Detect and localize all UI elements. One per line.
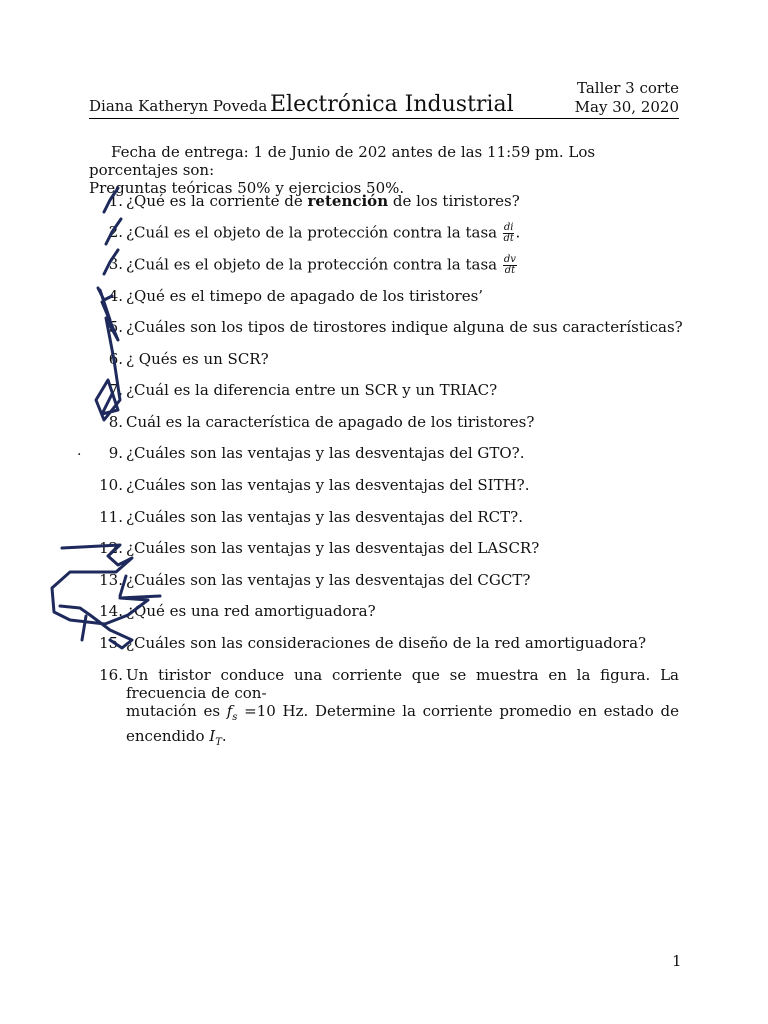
question-text: ¿Cuáles son las ventajas y las desventajas del SITH?. (126, 476, 530, 494)
question-text: ¿Qué es una red amortiguadora? (126, 602, 376, 620)
question-text: ¿Cuáles son las ventajas y las desventajas del LASCR? (126, 539, 540, 557)
question-number: 4. (108, 287, 123, 305)
question-text: ¿Cuál es el objeto de la protección contra la tasa $\frac{dv}{dt}$ (126, 254, 516, 276)
question-number: 3. (108, 255, 123, 273)
question-number: 9. (108, 444, 123, 462)
question-number: 11. (99, 508, 123, 526)
question-number: 16. (99, 666, 123, 684)
symbol-it: $I_T$ (209, 727, 222, 748)
intro-paragraph (89, 143, 679, 197)
fraction-dv-dt: $\frac{dv}{dt}$ (503, 254, 516, 276)
question-number: 7. (108, 381, 123, 399)
symbol-fs: $f_s$ (226, 702, 238, 723)
fraction-di-dt: $\frac{di}{dt}$ (503, 222, 514, 244)
bold-term: retención (307, 192, 389, 210)
question-number: 6. (108, 350, 123, 368)
question-text: ¿Cuáles son las ventajas y las desventajas del RCT?. (126, 508, 523, 526)
question-number: 1. (108, 192, 123, 210)
question-number: 2. (108, 223, 123, 241)
page-number: 1 (672, 952, 682, 970)
question-text: ¿Cuáles son las ventajas y las desventajas del CGCT? (126, 571, 531, 589)
question-text: ¿Qué es el timepo de apagado de los tiristores’ (126, 287, 484, 305)
question-text: ¿Cuáles son los tipos de tirostores indique alguna de sus características? (126, 318, 683, 336)
author-name: Diana Katheryn Poveda (89, 97, 268, 115)
question-number: 13. (99, 571, 123, 589)
margin-mark: · (77, 447, 82, 463)
course-title: Electrónica Industrial (270, 92, 514, 117)
intro-line-2: Preguntas teóricas 50% y ejercicios 50%. (89, 179, 405, 197)
header-right (575, 79, 679, 117)
question-number: 15. (99, 634, 123, 652)
intro-line-1: Fecha de entrega: 1 de Junio de 202 antes de las 11:59 pm. Los porcentajes son: (89, 143, 596, 179)
question-text: Un tiristor conduce una corriente que se muestra en la figura. La frecuencia de con- mutación es $f_s =10$ Hz. Determine la corriente promedio en estado de encendido $I_T$. (126, 666, 680, 748)
question-number: 5. (108, 318, 123, 336)
question-text: ¿Cuáles son las consideraciones de diseño de la red amortiguadora? (126, 634, 647, 652)
question-number: 8. (108, 413, 123, 431)
scribble-questions-12-15 (52, 545, 160, 648)
assignment-label: Taller 3 corte (576, 79, 679, 97)
question-number: 14. (99, 602, 123, 620)
question-text: ¿ Qués es un SCR? (126, 350, 269, 368)
question-text: ¿Cuál es la diferencia entre un SCR y un TRIAC? (126, 381, 498, 399)
question-text: Cuál es la característica de apagado de los tiristores? (126, 413, 535, 431)
question-text: ¿Cuáles son las ventajas y las desventajas del GTO?. (126, 444, 525, 462)
header-rule (89, 118, 679, 119)
question-number: 10. (99, 476, 123, 494)
question-number: 12. (99, 539, 123, 557)
question-text: ¿Qué es la corriente de retención de los tiristores? (126, 192, 520, 210)
date-label: May 30, 2020 (574, 98, 679, 116)
question-text: ¿Cuál es el objeto de la protección contra la tasa $\frac{di}{dt}$ . (126, 222, 521, 244)
